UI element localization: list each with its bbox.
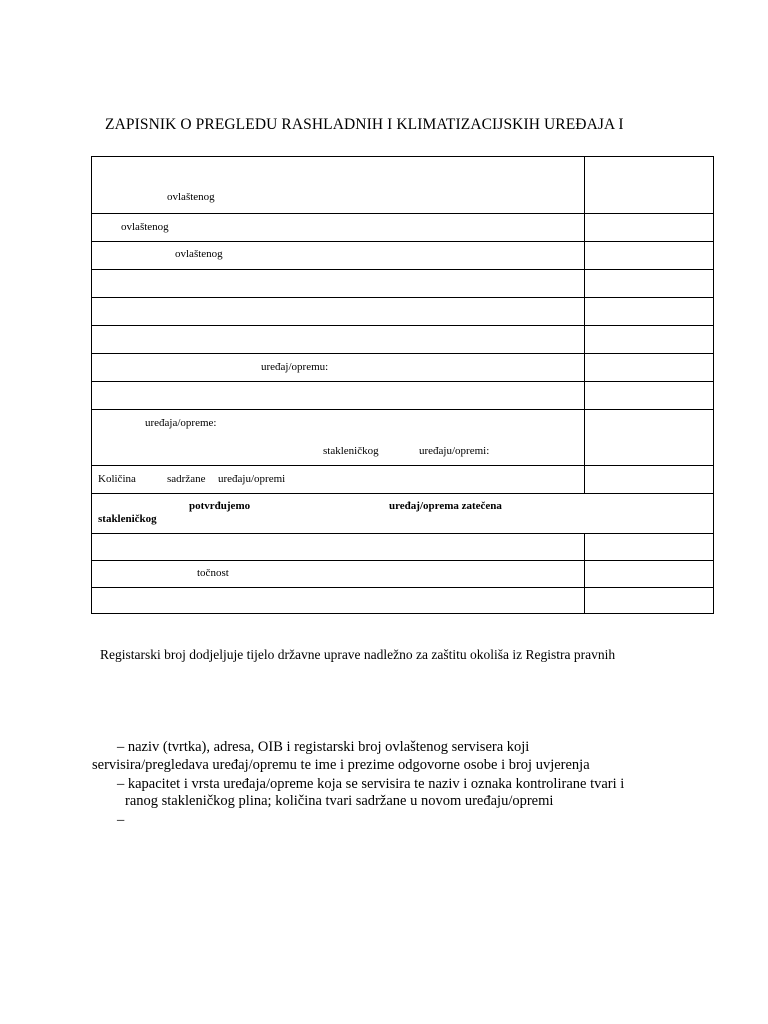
table-row — [92, 157, 713, 214]
cell-label: sadržane — [167, 473, 206, 485]
column-divider — [584, 382, 585, 409]
cell-label: uređaja/opreme: — [145, 417, 217, 429]
column-divider — [584, 270, 585, 297]
table-row — [92, 561, 713, 588]
cell-label: Količina — [98, 473, 136, 485]
document-title: ZAPISNIK O PREGLEDU RASHLADNIH I KLIMATIZACIJSKIH UREĐAJA I — [105, 116, 624, 133]
cell-label: uređaju/opremi: — [419, 445, 490, 457]
cell-label: stakleničkog — [98, 513, 157, 525]
column-divider — [584, 157, 585, 213]
cell-label: uređaj/opremu: — [261, 361, 329, 373]
column-divider — [584, 561, 585, 587]
column-divider — [584, 214, 585, 241]
list-item: – — [117, 812, 125, 828]
cell-label: ovlaštenog — [121, 221, 169, 233]
table-row — [92, 214, 713, 242]
column-divider — [584, 410, 585, 465]
table-row — [92, 534, 713, 561]
form-table — [91, 156, 714, 614]
table-row — [92, 410, 713, 466]
column-divider — [584, 354, 585, 381]
column-divider — [584, 242, 585, 269]
table-row — [92, 588, 713, 613]
column-divider — [584, 588, 585, 613]
cell-label: uređaju/opremi — [218, 473, 286, 485]
table-row-merged — [92, 494, 713, 534]
cell-label: ovlaštenog — [175, 248, 223, 260]
table-row — [92, 298, 713, 326]
list-item: – naziv (tvrtka), adresa, OIB i registarski broj ovlaštenog servisera koji — [117, 739, 530, 755]
list-item-continuation: ranog stakleničkog plina; količina tvari sadržane u novom uređaju/opremi — [125, 793, 554, 809]
list-item-continuation: servisira/pregledava uređaj/opremu te ime i prezime odgovorne osobe i broj uvjerenja — [92, 757, 590, 773]
cell-label: stakleničkog — [323, 445, 379, 457]
table-row — [92, 270, 713, 298]
cell-label: ovlaštenog — [167, 191, 215, 203]
cell-label: točnost — [197, 567, 229, 579]
table-row — [92, 354, 713, 382]
table-row — [92, 466, 713, 494]
table-row — [92, 382, 713, 410]
cell-label: uređaj/oprema zatečena — [389, 500, 502, 512]
column-divider — [584, 298, 585, 325]
column-divider — [584, 534, 585, 560]
table-row — [92, 326, 713, 354]
column-divider — [584, 466, 585, 493]
list-item: – kapacitet i vrsta uređaja/opreme koja se servisira te naziv i oznaka kontrolirane tvari i — [117, 776, 625, 792]
registration-note: Registarski broj dodjeljuje tijelo državne uprave nadležno za zaštitu okoliša iz Registra pravnih — [100, 647, 616, 662]
table-row — [92, 242, 713, 270]
column-divider — [584, 326, 585, 353]
cell-label: potvrđujemo — [189, 500, 251, 512]
